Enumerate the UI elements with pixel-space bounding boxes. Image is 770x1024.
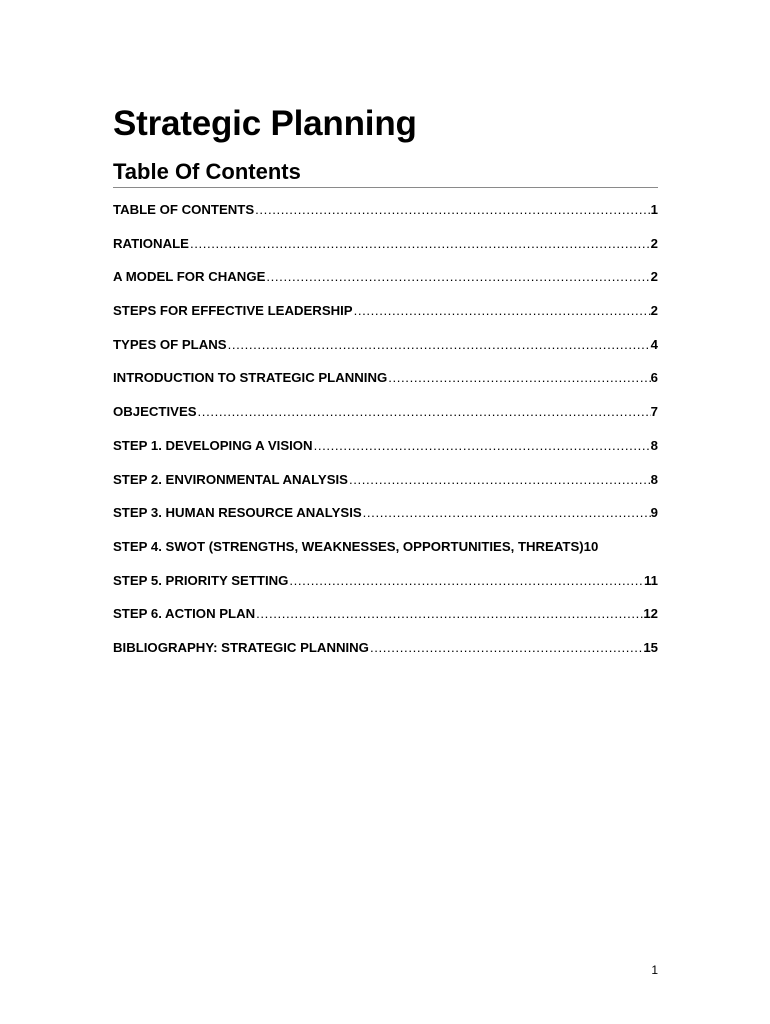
toc-entry-page: 9 xyxy=(650,505,658,521)
toc-leader-dots xyxy=(189,233,651,255)
toc-entry-label: STEP 5. PRIORITY SETTING xyxy=(113,572,289,588)
toc-entry-page: 4 xyxy=(650,336,658,352)
toc-leader-dots xyxy=(255,603,643,625)
toc-leader-dots xyxy=(254,199,651,221)
toc-entry-page: 15 xyxy=(643,639,658,655)
toc-leader-dots xyxy=(362,502,651,524)
toc-entry-step-5[interactable] xyxy=(113,570,658,604)
toc-entry-label: TABLE OF CONTENTS xyxy=(113,202,255,217)
toc-entry-page: 6 xyxy=(650,370,658,386)
toc-entry-objectives[interactable] xyxy=(113,401,658,435)
toc-entry-label: STEPS FOR EFFECTIVE LEADERSHIP xyxy=(113,303,353,319)
toc-entry-step-2[interactable] xyxy=(113,469,658,503)
toc-entry-label: TYPES OF PLANS xyxy=(113,336,227,352)
toc-entry-rationale[interactable] xyxy=(113,233,658,267)
toc-leader-dots xyxy=(288,570,644,592)
toc-leader-dots xyxy=(197,401,651,423)
page-number: 1 xyxy=(651,963,658,977)
toc-entry-step-3[interactable] xyxy=(113,502,658,536)
toc-entry-intro-strategic-planning[interactable] xyxy=(113,367,658,401)
toc-entry-label: STEP 6. ACTION PLAN xyxy=(113,606,256,622)
toc-entry-step-6[interactable] xyxy=(113,603,658,637)
toc-entry-label: STEP 1. DEVELOPING A VISION xyxy=(113,437,313,453)
toc-entry-bibliography[interactable] xyxy=(113,637,658,671)
toc-entry-label: RATIONALE xyxy=(113,235,189,251)
toc-entry-label: A MODEL FOR CHANGE xyxy=(113,269,266,285)
toc-entry-page: 8 xyxy=(650,437,658,453)
document-title: Strategic Planning xyxy=(113,104,417,143)
toc-entry-page: 11 xyxy=(644,572,658,588)
toc-leader-dots xyxy=(313,435,651,457)
toc-entry-label: STEP 3. HUMAN RESOURCE ANALYSIS xyxy=(113,505,362,521)
toc-entry-label: STEP 4. SWOT (STRENGTHS, WEAKNESSES, OPPORTUNITIES, THREATS) xyxy=(113,538,584,554)
toc-entry-page: 7 xyxy=(650,404,658,420)
toc-leader-dots xyxy=(227,334,651,356)
toc-entry-label: BIBLIOGRAPHY: STRATEGIC PLANNING xyxy=(113,639,369,655)
toc-entry-page: 12 xyxy=(643,606,658,622)
toc-entry-page: 2 xyxy=(650,235,658,251)
table-of-contents xyxy=(113,199,658,671)
toc-entry-table-of-contents[interactable] xyxy=(113,199,658,233)
toc-entry-page: 8 xyxy=(650,471,658,487)
toc-leader-dots xyxy=(353,300,651,322)
toc-entry-model-for-change[interactable] xyxy=(113,266,658,300)
toc-entry-label: STEP 2. ENVIRONMENTAL ANALYSIS xyxy=(113,471,348,487)
toc-entry-page: 2 xyxy=(650,303,658,319)
toc-entry-page: 2 xyxy=(650,269,658,285)
toc-leader-dots xyxy=(265,266,650,288)
toc-leader-dots xyxy=(387,367,650,389)
toc-entry-step-4[interactable] xyxy=(113,536,658,570)
toc-entry-step-1[interactable] xyxy=(113,435,658,469)
toc-entry-label: OBJECTIVES xyxy=(113,404,197,420)
toc-entry-page: 10 xyxy=(583,538,599,554)
toc-leader-dots xyxy=(348,469,651,491)
toc-entry-page: 1 xyxy=(650,202,658,217)
toc-leader-dots xyxy=(369,637,643,659)
toc-entry-effective-leadership[interactable] xyxy=(113,300,658,334)
toc-entry-types-of-plans[interactable] xyxy=(113,334,658,368)
toc-heading: Table Of Contents xyxy=(113,157,658,188)
toc-entry-label: INTRODUCTION TO STRATEGIC PLANNING xyxy=(113,370,388,386)
